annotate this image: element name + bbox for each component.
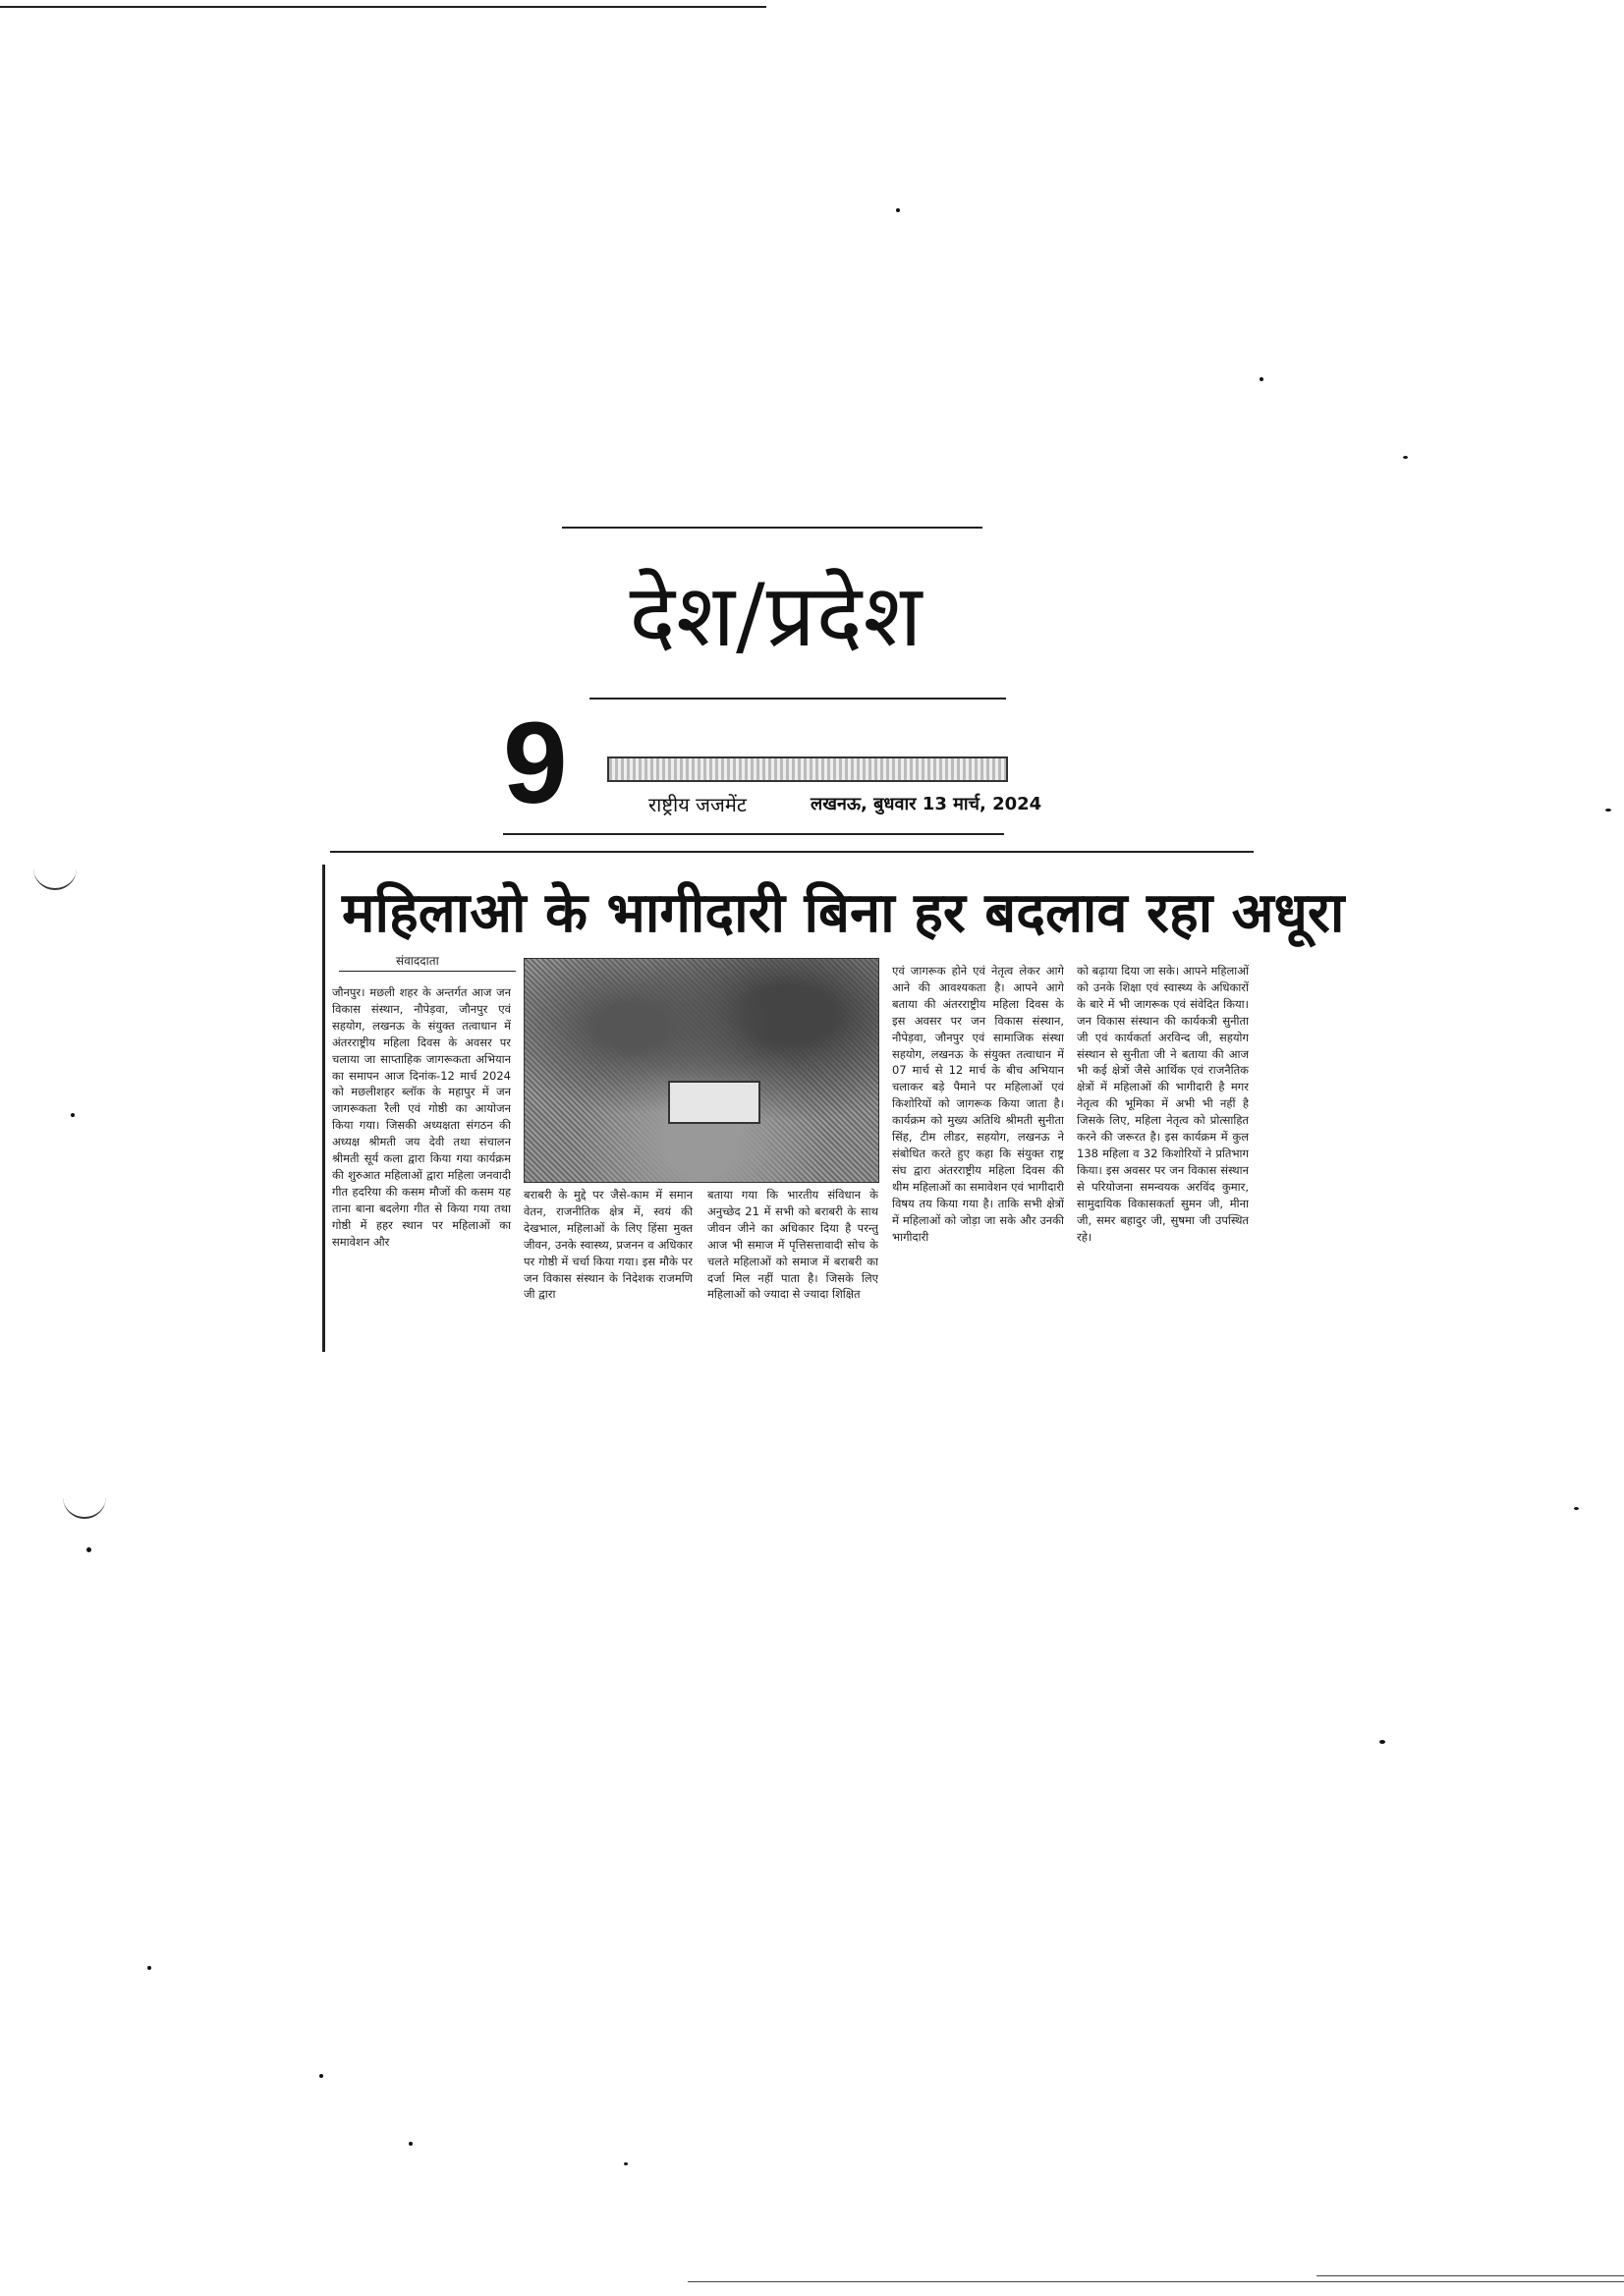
punch-hole-mark [33,865,77,890]
article-column-1 [332,984,511,1336]
scan-speck [1574,1507,1579,1510]
scan-edge-line [0,6,766,8]
dateline: लखनऊ, बुधवार 13 मार्च, 2024 [811,794,1042,814]
column-5-text: को बढ़ाया दिया जा सके। आपने महिलाओं को उनके शिक्षा एवं स्वास्थ्य के अधिकारों के बारे में भी जागरूक एवं संवेदित किया। जन विकास संस्थान की कार्यकत्री सुनीता जी एवं कार्यकर्ता अरविन्द जी, सहयोग संस्थान से सुनीता जी ने बताया की आज भी कई क्षेत्रों जैसे आर्थिक एवं राजनैतिक क्षेत्रों में महिलाओं की भागीदारी है मगर नेतृत्व की भूमिका में अभी भी नहीं है जिसके लिए, महिला नेतृत्व को प्रोत्साहित करने की जरूरत है। इस कार्यक्रम में कुल 138 महिला व 32 किशोरियों ने प्रतिभाग किया। इस अवसर पर जन विकास संस्थान से परियोजना समन्वयक अरविंद कुमार, सामुदायिक विकासकर्ता सुमन जी, मीना जी, समर बहादुर जी, सुषमा जी उपस्थित रहे। [1077,964,1249,1244]
scan-speck [896,208,900,212]
scan-speck [319,2074,323,2078]
punch-hole-mark [63,1493,106,1519]
article-column-2 [524,1187,693,1334]
column-3-text: बताया गया कि भारतीय संविधान के अनुच्छेद 21 में सभी को बराबरी के साथ जीवन जीने का अधिकार दिया है परन्तु आज भी समाज में पृत्तिसत्तावादी सोच के चलते महिलाओं को समाज में बराबरी का दर्जा मिल नहीं पाता है। जिसके लिए महिलाओं को ज्यादा से ज्यादा शिक्षित [707,1188,878,1302]
article-column-4 [892,963,1064,1336]
scan-speck [1605,809,1611,812]
article-left-rule [322,865,325,1352]
article-headline: महिलाओ के भागीदारी बिना हर बदलाव रहा अधूरा [342,881,1345,945]
scan-bottom-line [688,2281,1624,2282]
scan-speck [1260,377,1263,381]
scan-speck [1379,1740,1385,1744]
scan-speck [409,2142,413,2146]
article-byline: संवाददाता [396,954,439,968]
scan-speck [624,2162,628,2165]
masthead-mid-rule [589,698,1006,700]
photo-banner [668,1081,760,1124]
masthead-top-rule [562,527,982,529]
column-1-text: जौनपुर। मछली शहर के अन्तर्गत आज जन विकास संस्थान, नौपेड़वा, जौनपुर एवं सहयोग, लखनऊ के संयुक्त तत्वाधान में अंतरराष्ट्रीय महिला दिवस के अवसर पर चलाया जा साप्ताहिक जागरूकता अभियान का समापन आज दिनांक-12 मार्च 2024 को मछलीशहर ब्लॉक के महापुर में जन जागरूकता रैली एवं गोष्ठी का आयोजन किया गया। जिसकी अध्यक्षता संगठन की अध्यक्ष श्रीमती जय देवी तथा संचालन श्रीमती सूर्य कला द्वारा किया गया कार्यक्रम की शुरुआत महिलाओं द्वारा महिला जनवादी गीत हदरिया की कसम मौजों की कसम यह ताना बाना बदलेगा गीत से किया गया तथा गोष्ठी में हहर स्थान पर महिलाओं का समावेशन और [332,985,511,1249]
article-photo [524,958,879,1183]
article-column-3 [707,1187,878,1334]
column-4-text: एवं जागरूक होने एवं नेतृत्व लेकर आगे आने की आवश्यकता है। आपने आगे बताया की अंतरराष्ट्रीय महिला दिवस के इस अवसर पर जन विकास संस्थान, नौपेड़वा, जौनपुर एवं सामाजिक संस्था सहयोग, लखनऊ के संयुक्त तत्वाधान में 07 मार्च से 12 मार्च के बीच अभियान चलाकर बड़े पैमाने पर महिलाओं एवं किशोरियों को जागरूक किया जाता है। कार्यक्रम को मुख्य अतिथि श्रीमती सुनीता सिंह, टीम लीडर, सहयोग, लखनऊ ने संबोधित करते हुए कहा कि संयुक्त राष्ट्र संघ द्वारा अंतरराष्ट्रीय महिला दिवस की थीम महिलाओं का समावेशन एवं भागीदारी विषय तय किया गया है। ताकि सभी क्षेत्रों में महिलाओं को जोड़ा जा सके और उनकी भागीदारी [892,964,1064,1244]
paper-name: राष्ट्रीय जजमेंट [648,793,747,816]
page-number: 9 [503,699,568,828]
byline-underline [339,971,516,972]
article-top-rule [330,851,1254,853]
masthead-bottom-rule [503,833,1004,835]
section-title: देश/प्रदेश [629,565,924,666]
scan-speck [86,1547,91,1552]
masthead-bar [607,756,1008,782]
scan-speck [71,1113,75,1117]
scan-speck [147,1966,151,1970]
article-column-5 [1077,963,1249,1336]
scan-speck [1403,456,1408,459]
scan-bottom-line [1316,2275,1624,2276]
column-2-text: बराबरी के मुद्दे पर जैसे-काम में समान वेतन, राजनीतिक क्षेत्र में, स्वयं की देखभाल, महिलाओं के लिए हिंसा मुक्त जीवन, उनके स्वास्थ्य, प्रजनन व अधिकार पर गोष्ठी में चर्चा किया गया। इस मौके पर जन विकास संस्थान के निदेशक राजमणि जी द्वारा [524,1188,693,1302]
